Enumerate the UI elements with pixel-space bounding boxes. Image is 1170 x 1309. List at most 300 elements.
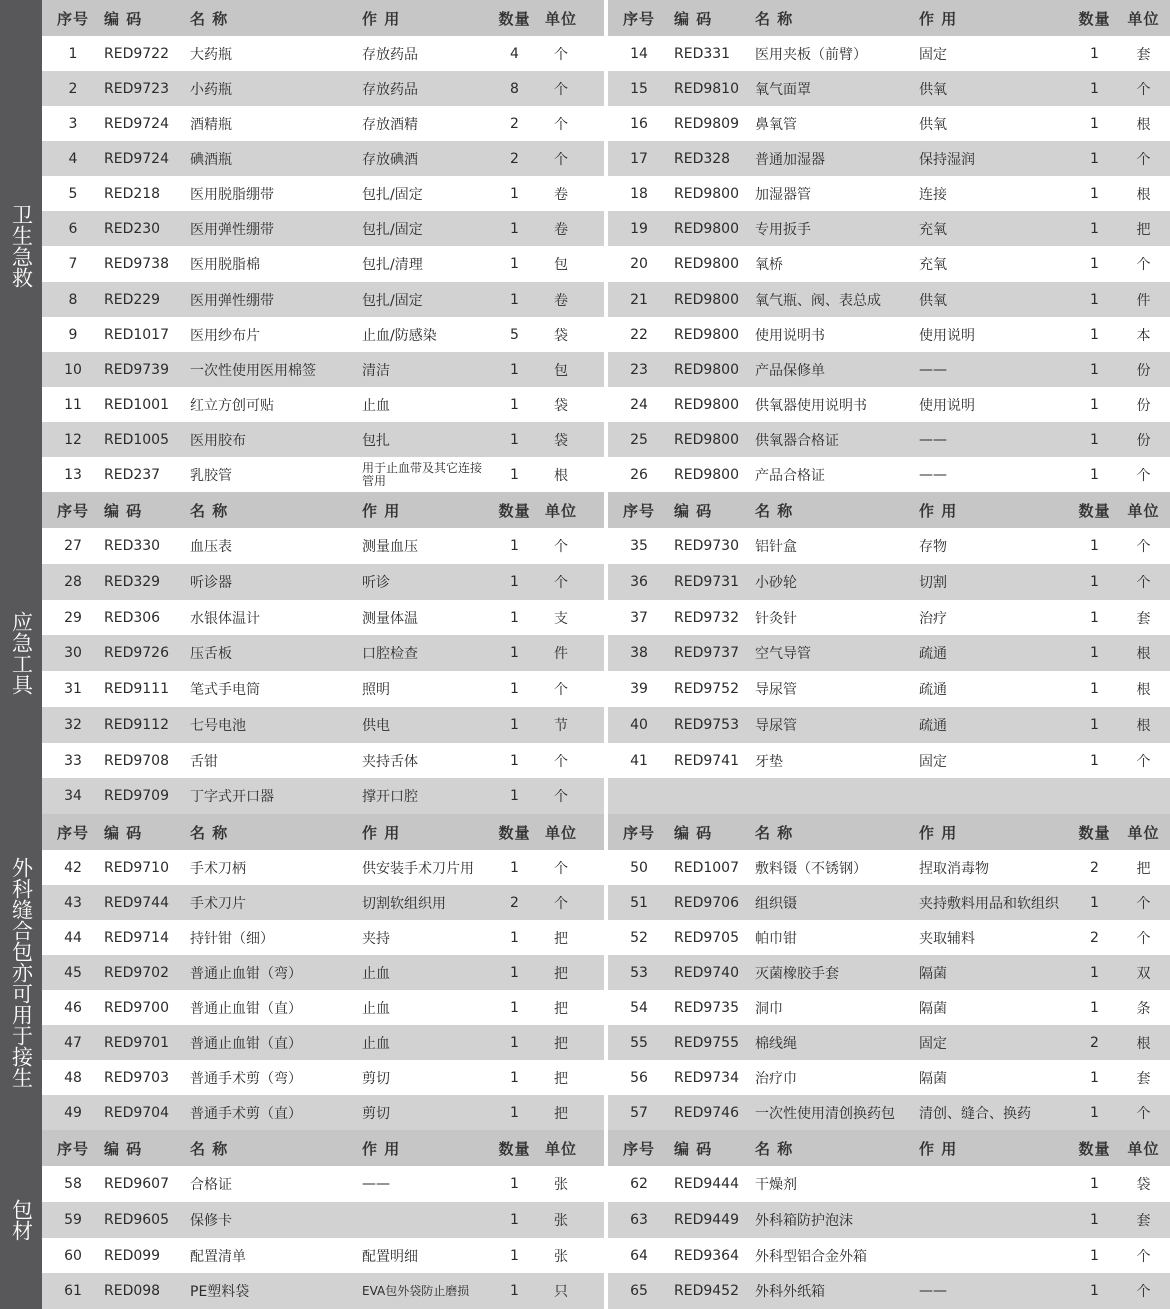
section-label xyxy=(0,1130,42,1309)
cell-code: RED9800 xyxy=(674,361,739,378)
cell-unit: 根 xyxy=(1136,116,1151,133)
cell-name: 普通止血钳（直） xyxy=(190,1000,302,1017)
table-row xyxy=(42,1060,1170,1095)
cell-unit: 袋 xyxy=(1136,1177,1151,1193)
cell-unit: 把 xyxy=(554,1105,568,1122)
section-label xyxy=(0,492,42,814)
cell-name: 小砂轮 xyxy=(755,575,797,591)
cell-use: 止血 xyxy=(362,1035,390,1052)
column-divider xyxy=(604,106,608,141)
cell-unit: 个 xyxy=(1136,539,1151,555)
cell-use: 包扎/清理 xyxy=(362,256,423,273)
cell-qty: 1 xyxy=(510,610,519,626)
cell-use: 使用说明 xyxy=(919,397,975,414)
column-divider xyxy=(604,990,608,1025)
column-header-no: 序号 xyxy=(622,823,655,842)
section-label xyxy=(0,814,42,1130)
cell-no: 11 xyxy=(64,396,82,413)
cell-name: 干燥剂 xyxy=(755,1177,797,1193)
cell-name: 小药瓶 xyxy=(190,81,232,98)
column-header-unit: 单位 xyxy=(1127,1139,1160,1158)
cell-use: 配置明细 xyxy=(362,1249,418,1265)
cell-qty: 1 xyxy=(510,255,519,272)
cell-unit: 个 xyxy=(1136,1249,1151,1265)
table-row xyxy=(42,457,1170,492)
cell-code: RED9700 xyxy=(104,999,169,1016)
cell-use: 包扎/固定 xyxy=(362,221,423,238)
cell-unit: 件 xyxy=(554,646,568,662)
cell-name: 合格证 xyxy=(190,1177,232,1193)
cell-unit: 个 xyxy=(554,151,568,168)
cell-code: RED9746 xyxy=(674,1104,739,1121)
cell-code: RED9703 xyxy=(104,1069,169,1086)
cell-use: 存放酒精 xyxy=(362,116,418,133)
cell-use: 供氧 xyxy=(919,81,947,98)
cell-use: 照明 xyxy=(362,682,390,698)
cell-unit: 个 xyxy=(1136,754,1151,770)
cell-code: RED237 xyxy=(104,466,161,483)
cell-use: 疏通 xyxy=(919,718,947,734)
cell-use: 包扎/固定 xyxy=(362,186,423,203)
cell-code: RED9724 xyxy=(104,150,169,167)
cell-name: 医用弹性绷带 xyxy=(190,292,274,309)
cell-code: RED9738 xyxy=(104,255,169,272)
cell-unit: 套 xyxy=(1136,1070,1151,1087)
cell-use: 充氧 xyxy=(919,256,947,273)
cell-unit: 个 xyxy=(554,682,568,698)
cell-unit: 卷 xyxy=(554,292,568,309)
table-row xyxy=(42,671,1170,707)
cell-name: 普通止血钳（直） xyxy=(190,1035,302,1052)
column-header-qty: 数量 xyxy=(1078,823,1111,842)
table-row xyxy=(42,885,1170,920)
cell-name: 配置清单 xyxy=(190,1249,246,1265)
cell-qty: 1 xyxy=(1090,396,1099,413)
column-divider xyxy=(604,707,608,743)
cell-no: 18 xyxy=(630,185,648,202)
cell-no: 57 xyxy=(630,1104,648,1121)
cell-unit: 个 xyxy=(554,895,568,912)
cell-qty: 1 xyxy=(1090,753,1099,769)
cell-code: RED9452 xyxy=(674,1283,739,1299)
cell-unit: 袋 xyxy=(554,327,568,344)
column-divider xyxy=(604,246,608,281)
cell-unit: 个 xyxy=(1136,930,1151,947)
cell-no: 8 xyxy=(68,291,78,308)
cell-no: 51 xyxy=(630,894,648,911)
cell-no: 14 xyxy=(630,45,648,62)
cell-name: 医用纱布片 xyxy=(190,327,260,344)
cell-code: RED331 xyxy=(674,45,731,62)
cell-qty xyxy=(1072,778,1117,814)
cell-no: 10 xyxy=(64,361,82,378)
column-divider xyxy=(604,422,608,457)
column-header-qty: 数量 xyxy=(498,823,531,842)
cell-code: RED9740 xyxy=(674,964,739,981)
cell-qty: 2 xyxy=(1090,859,1099,876)
cell-qty: 1 xyxy=(1090,326,1099,343)
cell-name: 红立方创可贴 xyxy=(190,397,274,414)
cell-no: 21 xyxy=(630,291,648,308)
cell-use: 供安装手术刀片用 xyxy=(362,860,474,877)
cell-qty: 1 xyxy=(1090,610,1099,626)
cell-name: 针灸针 xyxy=(755,611,797,627)
column-divider xyxy=(604,1238,608,1274)
cell-code: RED9739 xyxy=(104,361,169,378)
cell-use: 固定 xyxy=(919,46,947,63)
cell-no: 53 xyxy=(630,964,648,981)
cell-code: RED9722 xyxy=(104,45,169,62)
cell-name: 洞巾 xyxy=(755,1000,783,1017)
cell-qty: 1 xyxy=(510,1283,519,1299)
cell-no: 58 xyxy=(64,1176,82,1192)
cell-code: RED098 xyxy=(104,1283,161,1299)
cell-no: 42 xyxy=(64,859,82,876)
cell-use: 切割软组织用 xyxy=(362,895,446,912)
cell-name: 碘酒瓶 xyxy=(190,151,232,168)
cell-qty: 1 xyxy=(510,1176,519,1192)
cell-qty: 1 xyxy=(510,753,519,769)
cell-use: 用于止血带及其它连接管用 xyxy=(362,460,483,488)
cell-name: 听诊器 xyxy=(190,575,232,591)
cell-no: 45 xyxy=(64,964,82,981)
column-divider xyxy=(604,778,608,814)
column-header-name: 名 称 xyxy=(190,1139,229,1158)
cell-code: RED9731 xyxy=(674,574,739,590)
cell-qty: 1 xyxy=(1090,894,1099,911)
cell-unit: 件 xyxy=(1136,292,1151,309)
cell-name: 氧气面罩 xyxy=(755,81,811,98)
cell-name: 丁字式开口器 xyxy=(190,789,274,805)
cell-code: RED9741 xyxy=(674,753,739,769)
column-header-qty: 数量 xyxy=(498,501,531,520)
cell-no: 32 xyxy=(64,717,82,733)
column-divider xyxy=(604,387,608,422)
column-header-qty: 数量 xyxy=(498,1139,531,1158)
cell-code: RED229 xyxy=(104,291,161,308)
cell-no: 16 xyxy=(630,115,648,132)
cell-unit: 个 xyxy=(1136,81,1151,98)
column-header-code: 编 码 xyxy=(674,9,713,28)
cell-code: RED9753 xyxy=(674,717,739,733)
column-divider xyxy=(604,492,608,528)
cell-unit: 个 xyxy=(1136,1284,1151,1300)
cell-name: 压舌板 xyxy=(190,646,232,662)
cell-qty: 1 xyxy=(1090,999,1099,1016)
cell-use: 存放药品 xyxy=(362,46,418,63)
cell-use: 撑开口腔 xyxy=(362,789,418,805)
cell-name: 持针钳（细） xyxy=(190,930,274,947)
cell-code: RED9714 xyxy=(104,929,169,946)
cell-name: 外科型铝合金外箱 xyxy=(755,1249,867,1265)
column-header-code: 编 码 xyxy=(104,9,143,28)
cell-qty: 1 xyxy=(510,361,519,378)
cell-name: 普通手术剪（直） xyxy=(190,1105,302,1122)
cell-no: 37 xyxy=(630,610,648,626)
cell-code: RED9708 xyxy=(104,753,169,769)
cell-unit: 个 xyxy=(1136,895,1151,912)
cell-no: 33 xyxy=(64,753,82,769)
cell-qty: 1 xyxy=(510,466,519,483)
cell-use: 清洁 xyxy=(362,362,390,379)
column-header-code: 编 码 xyxy=(104,501,143,520)
cell-qty: 1 xyxy=(1090,1248,1099,1264)
table-row xyxy=(42,564,1170,600)
cell-no: 49 xyxy=(64,1104,82,1121)
cell-code: RED9710 xyxy=(104,859,169,876)
cell-code: RED9800 xyxy=(674,466,739,483)
table-row xyxy=(42,778,1170,814)
cell-use: EVA包外袋防止磨损 xyxy=(362,1283,470,1298)
column-header-code: 编 码 xyxy=(674,501,713,520)
cell-use: 夹持 xyxy=(362,930,390,947)
cell-qty: 1 xyxy=(510,220,519,237)
cell-no: 24 xyxy=(630,396,648,413)
cell-qty: 1 xyxy=(510,1212,519,1228)
cell-unit: 条 xyxy=(1136,1000,1151,1017)
column-divider xyxy=(604,1202,608,1238)
column-header-no: 序号 xyxy=(56,9,89,28)
table-row xyxy=(42,176,1170,211)
cell-name: 外科外纸箱 xyxy=(755,1284,825,1300)
table-row xyxy=(42,71,1170,106)
cell-name: 铝针盒 xyxy=(755,539,797,555)
cell-no: 12 xyxy=(64,431,82,448)
cell-code: RED9800 xyxy=(674,291,739,308)
cell-qty: 1 xyxy=(1090,466,1099,483)
column-divider xyxy=(604,635,608,671)
cell-code: RED9800 xyxy=(674,431,739,448)
cell-qty: 1 xyxy=(1090,45,1099,62)
cell-qty: 1 xyxy=(1090,185,1099,202)
cell-unit: 份 xyxy=(1136,397,1151,414)
cell-no: 7 xyxy=(68,255,78,272)
cell-unit: 包 xyxy=(554,362,568,379)
cell-qty: 5 xyxy=(510,326,519,343)
cell-code: RED9800 xyxy=(674,396,739,413)
cell-no: 39 xyxy=(630,681,648,697)
cell-qty: 1 xyxy=(510,574,519,590)
cell-no: 15 xyxy=(630,80,648,97)
cell-no: 65 xyxy=(630,1283,648,1299)
cell-name: 医用脱脂绷带 xyxy=(190,186,274,203)
column-divider xyxy=(604,141,608,176)
column-header-use: 作 用 xyxy=(362,9,401,28)
cell-name: 手术刀柄 xyxy=(190,860,246,877)
column-header-qty: 数量 xyxy=(1078,1139,1111,1158)
cell-qty: 1 xyxy=(510,717,519,733)
column-header-code: 编 码 xyxy=(104,1139,143,1158)
column-header-use: 作 用 xyxy=(919,501,958,520)
cell-code: RED330 xyxy=(104,538,161,554)
cell-no: 40 xyxy=(630,717,648,733)
cell-name: 使用说明书 xyxy=(755,327,825,344)
cell-no: 48 xyxy=(64,1069,82,1086)
table-row xyxy=(42,317,1170,352)
column-header-unit: 单位 xyxy=(544,9,577,28)
cell-code: RED9800 xyxy=(674,255,739,272)
cell-name: 酒精瓶 xyxy=(190,116,232,133)
column-divider xyxy=(604,1060,608,1095)
column-divider xyxy=(604,528,608,564)
cell-unit: 张 xyxy=(554,1213,568,1229)
cell-code: RED1001 xyxy=(104,396,169,413)
cell-use: 夹持舌体 xyxy=(362,754,418,770)
column-divider xyxy=(604,1273,608,1309)
cell-no: 4 xyxy=(68,150,78,167)
cell-name: 舌钳 xyxy=(190,754,218,770)
column-divider xyxy=(604,814,608,850)
cell-no: 41 xyxy=(630,753,648,769)
cell-qty: 1 xyxy=(510,964,519,981)
table-row xyxy=(42,990,1170,1025)
cell-unit: 个 xyxy=(554,46,568,63)
column-divider xyxy=(604,176,608,211)
column-header-name: 名 称 xyxy=(755,1139,794,1158)
cell-unit: 个 xyxy=(1136,575,1151,591)
cell-unit: 节 xyxy=(554,718,568,734)
cell-use: 固定 xyxy=(919,1035,947,1052)
cell-qty: 1 xyxy=(510,1248,519,1264)
cell-code: RED9701 xyxy=(104,1034,169,1051)
column-header-no: 序号 xyxy=(622,9,655,28)
cell-name: 鼻氧管 xyxy=(755,116,797,133)
cell-name: 七号电池 xyxy=(190,718,246,734)
cell-use: 充氧 xyxy=(919,221,947,238)
cell-use: 连接 xyxy=(919,186,947,203)
table-header-row xyxy=(42,0,1170,36)
cell-unit: 包 xyxy=(554,256,568,273)
cell-code: RED9444 xyxy=(674,1176,739,1192)
column-divider xyxy=(604,352,608,387)
cell-qty: 1 xyxy=(1090,574,1099,590)
cell-name: 供氧器使用说明书 xyxy=(755,397,867,414)
table-row xyxy=(42,1238,1170,1274)
cell-use: 口腔检查 xyxy=(362,646,418,662)
table-row xyxy=(42,743,1170,779)
cell-use: 治疗 xyxy=(919,611,947,627)
column-divider xyxy=(604,211,608,246)
cell-name: 治疗巾 xyxy=(755,1070,797,1087)
column-divider xyxy=(604,885,608,920)
cell-no: 56 xyxy=(630,1069,648,1086)
cell-name: 产品保修单 xyxy=(755,362,825,379)
cell-code: RED9735 xyxy=(674,999,739,1016)
cell-qty: 1 xyxy=(510,645,519,661)
cell-qty: 1 xyxy=(1090,255,1099,272)
cell-unit: 根 xyxy=(554,467,568,484)
section-title: 包材 xyxy=(9,1198,34,1241)
cell-use: 隔菌 xyxy=(919,965,947,982)
cell-no: 64 xyxy=(630,1248,648,1264)
column-divider xyxy=(604,850,608,885)
cell-use: 切割 xyxy=(919,575,947,591)
cell-use xyxy=(919,778,1079,814)
cell-no: 28 xyxy=(64,574,82,590)
table-row xyxy=(42,600,1170,636)
cell-no: 19 xyxy=(630,220,648,237)
cell-code: RED9732 xyxy=(674,610,739,626)
cell-code: RED9800 xyxy=(674,326,739,343)
column-divider xyxy=(604,1095,608,1130)
table-row xyxy=(42,635,1170,671)
cell-qty: 1 xyxy=(1090,538,1099,554)
cell-code: RED1005 xyxy=(104,431,169,448)
cell-qty: 2 xyxy=(1090,1034,1099,1051)
cell-unit: 把 xyxy=(554,1035,568,1052)
table-row xyxy=(42,211,1170,246)
table-row xyxy=(42,282,1170,317)
cell-use: 剪切 xyxy=(362,1105,390,1122)
cell-use: 保持湿润 xyxy=(919,151,975,168)
column-header-name: 名 称 xyxy=(190,9,229,28)
cell-code: RED9364 xyxy=(674,1248,739,1264)
cell-name: 医用脱脂棉 xyxy=(190,256,260,273)
table-row xyxy=(42,1025,1170,1060)
cell-qty: 1 xyxy=(1090,645,1099,661)
cell-qty: 1 xyxy=(1090,1212,1099,1228)
cell-no: 17 xyxy=(630,150,648,167)
column-header-no: 序号 xyxy=(56,501,89,520)
column-divider xyxy=(604,36,608,71)
cell-name: 牙垫 xyxy=(755,754,783,770)
cell-use: 隔菌 xyxy=(919,1000,947,1017)
cell-unit: 个 xyxy=(554,860,568,877)
cell-name: 空气导管 xyxy=(755,646,811,662)
cell-qty: 1 xyxy=(1090,1069,1099,1086)
cell-qty: 1 xyxy=(1090,80,1099,97)
cell-code: RED9607 xyxy=(104,1176,169,1192)
column-header-name: 名 称 xyxy=(190,823,229,842)
cell-use: 止血/防感染 xyxy=(362,327,437,344)
cell-qty: 1 xyxy=(510,1104,519,1121)
column-divider xyxy=(604,71,608,106)
cell-unit: 套 xyxy=(1136,611,1151,627)
cell-no: 23 xyxy=(630,361,648,378)
cell-name: 灭菌橡胶手套 xyxy=(755,965,839,982)
cell-no: 47 xyxy=(64,1034,82,1051)
cell-qty: 2 xyxy=(510,115,519,132)
column-header-name: 名 称 xyxy=(755,823,794,842)
cell-name: 普通加湿器 xyxy=(755,151,825,168)
cell-name: 普通止血钳（弯） xyxy=(190,965,302,982)
cell-code: RED9605 xyxy=(104,1212,169,1228)
cell-unit: 把 xyxy=(554,930,568,947)
cell-unit: 根 xyxy=(1136,186,1151,203)
cell-name: 加湿器管 xyxy=(755,186,811,203)
cell-use: —— xyxy=(919,466,947,483)
column-header-qty: 数量 xyxy=(1078,9,1111,28)
column-header-no: 序号 xyxy=(56,1139,89,1158)
cell-no: 44 xyxy=(64,929,82,946)
cell-no: 52 xyxy=(630,929,648,946)
cell-no xyxy=(608,778,670,814)
cell-no: 29 xyxy=(64,610,82,626)
cell-name: 大药瓶 xyxy=(190,46,232,63)
cell-code: RED328 xyxy=(674,150,731,167)
column-divider xyxy=(604,743,608,779)
cell-use: 测量血压 xyxy=(362,539,418,555)
cell-use: —— xyxy=(362,1176,390,1192)
cell-code: RED9702 xyxy=(104,964,169,981)
cell-qty: 2 xyxy=(1090,929,1099,946)
cell-qty: 1 xyxy=(1090,220,1099,237)
cell-qty: 1 xyxy=(510,396,519,413)
cell-qty: 1 xyxy=(510,999,519,1016)
cell-no: 5 xyxy=(68,185,78,202)
cell-name: 医用夹板（前臂） xyxy=(755,46,867,63)
table-row xyxy=(42,920,1170,955)
